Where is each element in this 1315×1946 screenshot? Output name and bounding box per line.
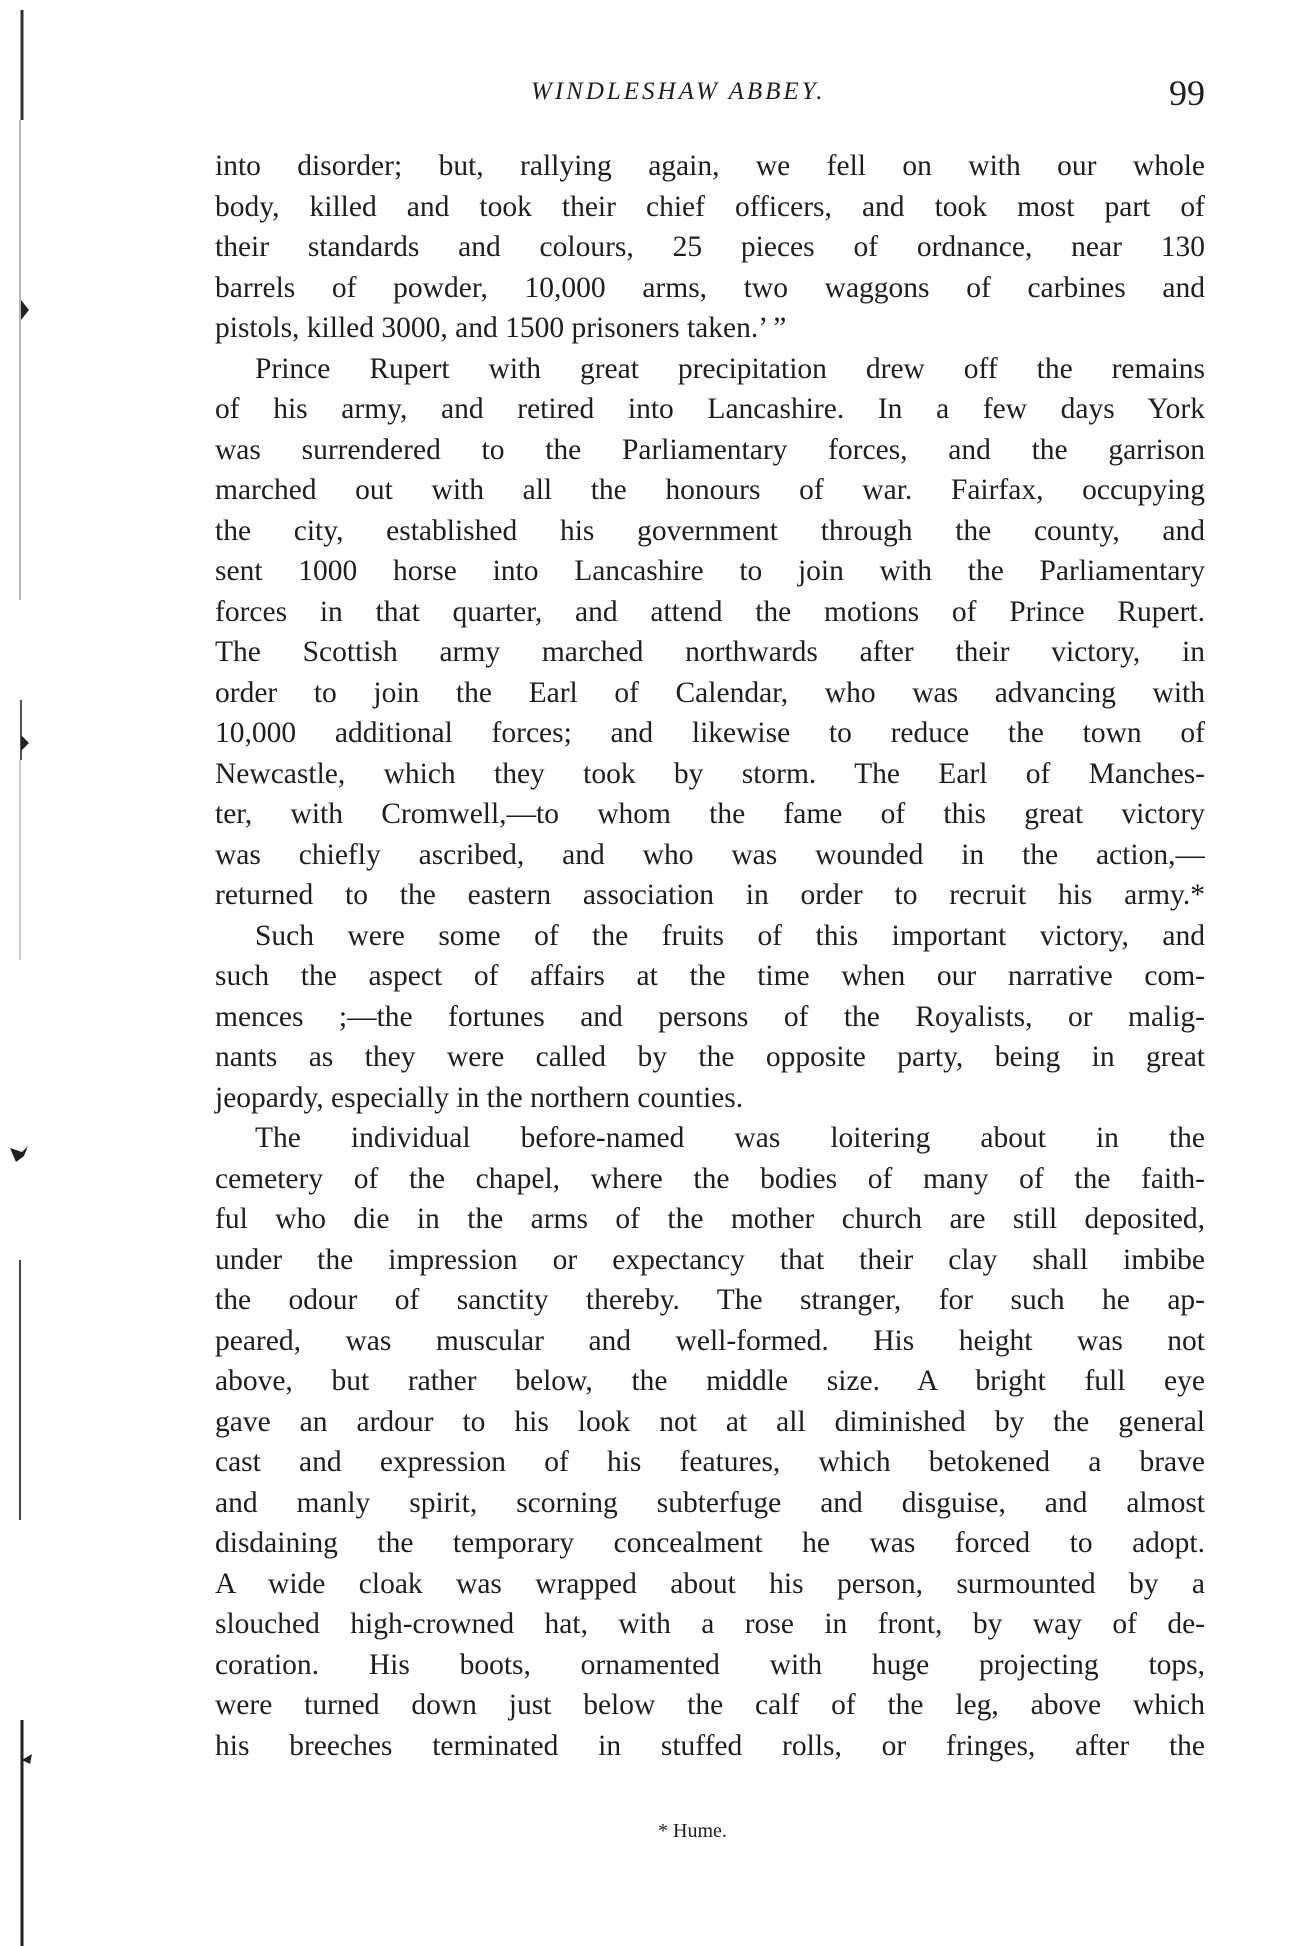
text-line: was chiefly ascribed, and who was wounded in the action,—	[215, 838, 1205, 871]
text-line: The Scottish army marched northwards after their victory, in	[215, 636, 1205, 668]
text-line: Newcastle, which they took by storm. The Earl of Manches-	[215, 757, 1205, 790]
text-line: under the impression or expectancy that their clay shall imbibe	[215, 1243, 1205, 1276]
text-line: body, killed and took their chief officers, and took most part of	[215, 190, 1205, 223]
text-line: marched out with all the honours of war. Fairfax, occupying	[215, 474, 1205, 506]
text-line: of his army, and retired into Lancashire. In a few days York	[215, 393, 1205, 425]
text-line: barrels of powder, 10,000 arms, two waggons of carbines and	[215, 271, 1205, 304]
text-line: 10,000 additional forces; and likewise to reduce the town of	[215, 717, 1205, 749]
body-text	[215, 146, 1205, 1766]
paragraph	[215, 1118, 1205, 1766]
text-line: Such were some of the fruits of this important victory, and	[255, 919, 1205, 952]
binding-edge-marks	[0, 0, 60, 1946]
text-line: order to join the Earl of Calendar, who was advancing with	[215, 676, 1205, 709]
paragraph	[215, 349, 1205, 916]
text-line: Prince Rupert with great precipitation drew off the remains	[255, 352, 1205, 385]
page-header	[215, 73, 1205, 116]
text-line: such the aspect of affairs at the time when our narrative com-	[215, 960, 1205, 992]
text-line: slouched high-crowned hat, with a rose in front, by way of de-	[215, 1608, 1205, 1640]
text-line: into disorder; but, rallying again, we fell on with our whole	[215, 150, 1205, 182]
text-line: were turned down just below the calf of the leg, above which	[215, 1689, 1205, 1721]
text-line: cemetery of the chapel, where the bodies of many of the faith-	[215, 1162, 1205, 1195]
paragraph	[215, 146, 1205, 349]
text-line: jeopardy, especially in the northern counties.	[215, 1081, 744, 1114]
text-line: above, but rather below, the middle size. A bright full eye	[215, 1365, 1205, 1397]
text-line: disdaining the temporary concealment he was forced to adopt.	[215, 1527, 1205, 1559]
text-line: cast and expression of his features, which betokened a brave	[215, 1446, 1205, 1478]
paragraph	[215, 916, 1205, 1119]
text-line: mences ;—the fortunes and persons of the Royalists, or malig-	[215, 1000, 1205, 1033]
text-line: and manly spirit, scorning subterfuge and disguise, and almost	[215, 1486, 1205, 1519]
text-line: the city, established his government through the county, and	[215, 514, 1205, 547]
text-line: pistols, killed 3000, and 1500 prisoners taken.’ ”	[215, 312, 787, 344]
text-line: sent 1000 horse into Lancashire to join with the Parliamentary	[215, 555, 1205, 587]
text-line: The individual before-named was loitering about in the	[255, 1122, 1205, 1154]
text-line: his breeches terminated in stuffed rolls, or fringes, after the	[215, 1729, 1205, 1762]
text-line: gave an ardour to his look not at all diminished by the general	[215, 1405, 1205, 1438]
text-line: forces in that quarter, and attend the motions of Prince Rupert.	[215, 595, 1205, 628]
footnote: * Hume.	[658, 1820, 727, 1842]
text-line: ful who die in the arms of the mother church are still deposited,	[215, 1203, 1205, 1235]
text-line: returned to the eastern association in order to recruit his army.*	[215, 879, 1205, 911]
text-line: peared, was muscular and well-formed. His height was not	[215, 1324, 1205, 1357]
text-line: their standards and colours, 25 pieces of ordnance, near 130	[215, 231, 1205, 263]
text-line: the odour of sanctity thereby. The stranger, for such he ap-	[215, 1284, 1205, 1316]
running-title: WINDLESHAW ABBEY.	[531, 78, 826, 105]
page-number: 99	[1169, 73, 1205, 113]
text-line: A wide cloak was wrapped about his person, surmounted by a	[215, 1567, 1205, 1600]
text-line: was surrendered to the Parliamentary forces, and the garrison	[215, 433, 1205, 466]
text-line: nants as they were called by the opposite party, being in great	[215, 1041, 1205, 1073]
text-line: ter, with Cromwell,—to whom the fame of this great victory	[215, 798, 1205, 830]
text-line: coration. His boots, ornamented with huge projecting tops,	[215, 1648, 1205, 1681]
